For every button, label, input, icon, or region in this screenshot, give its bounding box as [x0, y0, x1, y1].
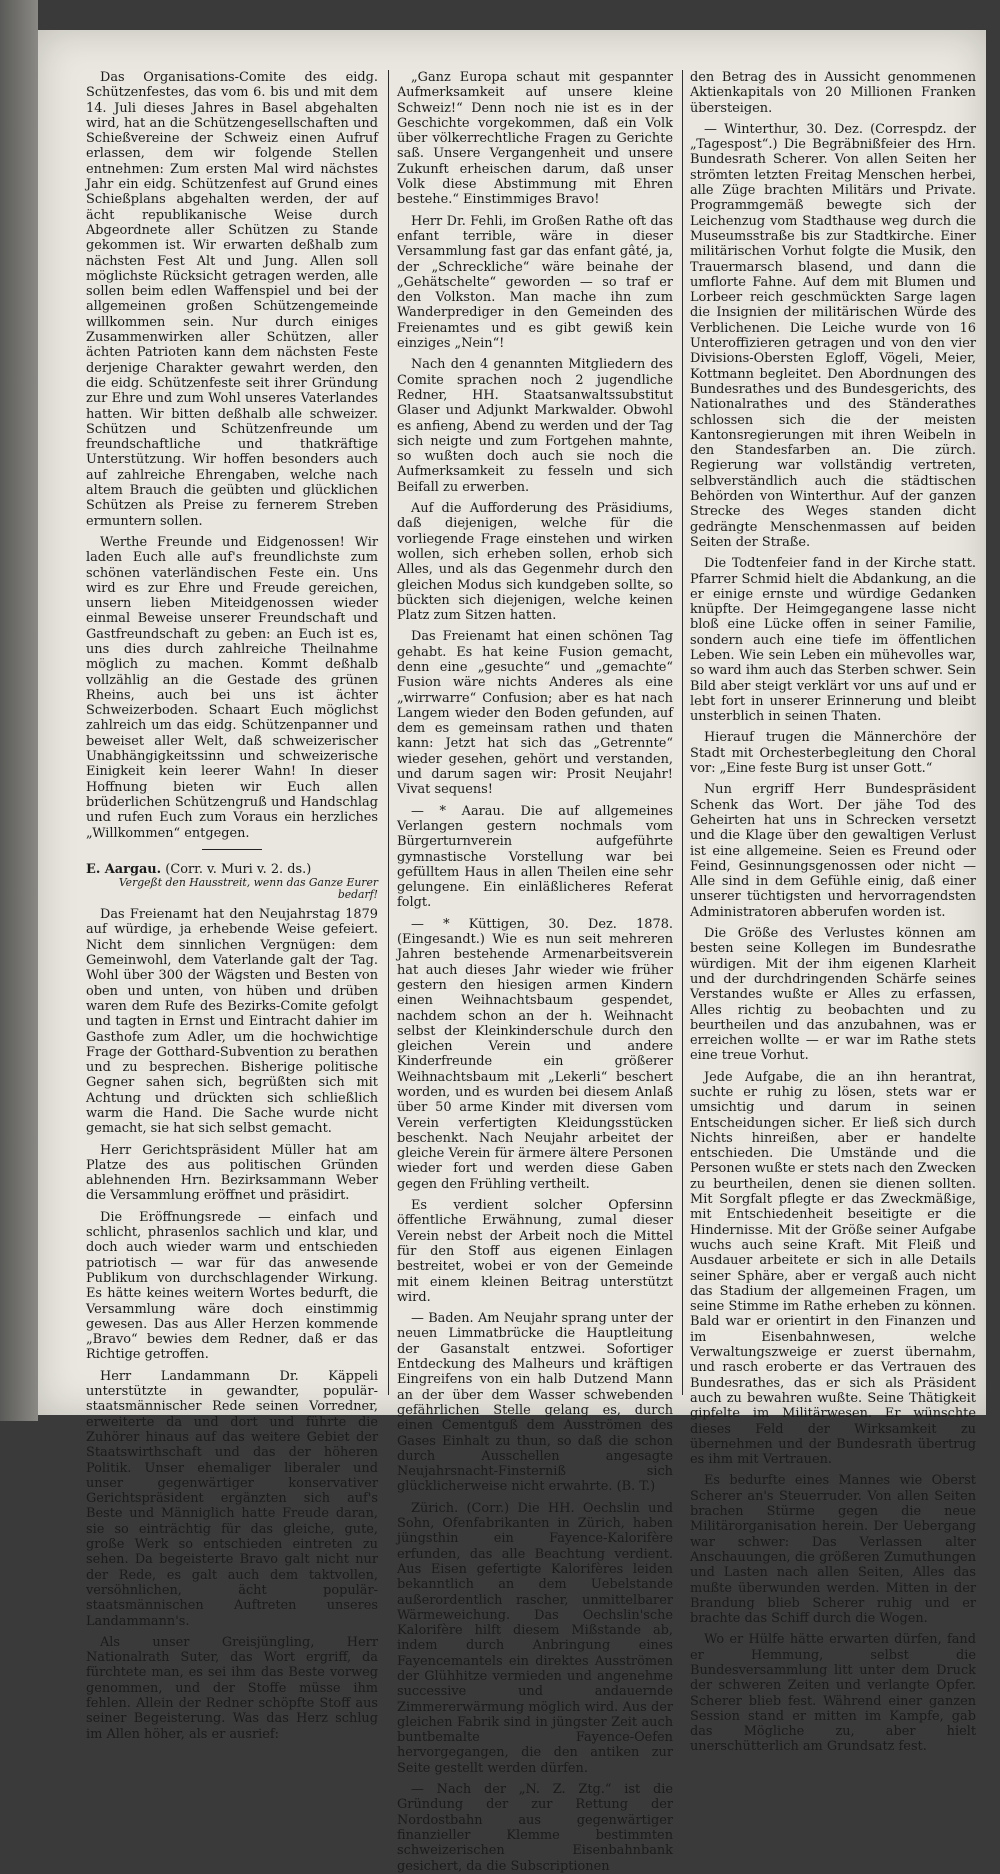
paragraph: Auf die Aufforderung des Präsidiums, daß diejenigen, welche für die vorliegende Frage einstehen und wirken wollen, sich erheben sollen, erhob sich Alles, und als das Gegenmehr durch den gleichen Modus sich kundgeben sollte, so bückten sich diejenigen, welche keinen Platz zum Sitzen hatten. [397, 501, 673, 624]
paragraph: Wo er Hülfe hätte erwarten dürfen, fand er Hemmung, selbst die Bundesversammlung litt unter dem Druck der schweren Zeiten und verlangte Opfer. Scherer blieb fest. Während einer ganzen Session stand er mitten im Kampfe, gab das Mögliche zu, aber hielt unerschütterlich am Grundsatz fest. [690, 1632, 976, 1755]
paragraph: Hierauf trugen die Männerchöre der Stadt mit Orchesterbegleitung den Choral vor: „Eine feste Burg ist unser Gott.“ [690, 730, 976, 777]
paragraph: Herr Gerichtspräsident Müller hat am Platze des aus politischen Gründen ablehnenden Hrn. Bezirksammann Weber die Versammlung eröffnet und präsidirt. [86, 1142, 378, 1204]
section-heading [86, 862, 378, 901]
paragraph: — Nach der „N. Z. Ztg.“ ist die Gründung der zur Rettung der Nordostbahn aus gegenwärtiger finanzieller Klemme bestimmten schweizerischen Eisenbahnbank gesichert, da die Subscriptionen [397, 1782, 673, 1874]
paragraph: Jede Aufgabe, die an ihn herantrat, suchte er ruhig zu lösen, stets war er umsichtig und darum in seinen Entscheidungen sicher. Er ließ sich durch Nichts hinreißen, aber er handelte entschieden. Die Umstände und die Personen wußte er stets nach den Zwecken zu beurtheilen, denen sie dienen sollten. Mit Sorgfalt pflegte er das Zweckmäßige, mit Entschiedenheit beseitigte er die Hindernisse. Mit der Größe seiner Aufgabe wuchs auch seine Kraft. Mit Fleiß und Ausdauer arbeitete er sich in alle Details seiner Sphäre, aber er vergaß auch nicht das Stadium der allgemeinen Fragen, um seine Stimme im Rathe erheben zu können. Bald war er orientirt in den Finanzen und im Eisenbahnwesen, welche Verwaltungszweige er zuerst übernahm, und rasch eroberte er das Vertrauen des Bundesrathes, das er sich als Präsident auch zu bewahren wußte. Seine Thätigkeit gipfelte im Militärwesen. Er wünschte dieses Feld der Wirksamkeit zu übernehmen und der Bundesrath übertrug es ihm mit Vertrauen. [690, 1069, 976, 1468]
canton-heading: E. Aargau. [86, 861, 162, 877]
newspaper-page [38, 30, 986, 1874]
paragraph: Es bedurfte eines Mannes wie Oberst Scherer an's Steuerruder. Von allen Seiten brachen Stürme gegen die neue Militärorganisation herein. Der Uebergang war schwer: Das Verlassen alter Anschauungen, die größeren Zumuthungen und Lasten nach allen Seiten, Alles das mußte überwunden werden. Mitten in der Brandung blieb Scherer ruhig und er brachte das Schiff durch die Wogen. [690, 1473, 976, 1627]
paragraph: den Betrag des in Aussicht genommenen Aktienkapitals von 20 Millionen Franken übersteigen. [690, 70, 976, 116]
paragraph: Werthe Freunde und Eidgenossen! Wir laden Euch alle auf's freundlichste zum schönen vaterländischen Feste ein. Uns wird es zur Ehre und Freude gereichen, unsern lieben Miteidgenossen wieder einmal Beweise unserer Freundschaft und Gastfreundschaft zu geben: an Euch ist es, uns dies durch zahlreiche Theilnahme möglich zu machen. Kommt deßhalb vollzählig an die Gestade des grünen Rheins, auch bei uns ist ächter Schweizerboden. Schaart Euch möglichst zahlreich um das eidg. Schützenpanner und beweiset aller Welt, daß schweizerischer Unabhängigkeitssinn und schweizerische Einigkeit kein leerer Wahn! In dieser Hoffnung bieten wir Euch allen brüderlichen Schützengruß und Handschlag und rufen Euch zum Voraus ein herzliches „Willkommen“ entgegen. [86, 534, 378, 841]
column-rule [682, 70, 683, 1395]
page-edge-shadow [0, 0, 38, 1421]
paragraph: Das Organisations-Comite des eidg. Schützenfestes, das vom 6. bis und mit dem 14. Juli dieses Jahres in Basel abgehalten wird, hat an die Schützengesellschaften und Schießvereine der Schweiz einen Aufruf erlassen, dem wir folgende Stellen entnehmen: Zum ersten Mal wird nächstes Jahr ein eidg. Schützenfest auf Grund eines Schießplans abgehalten werden, der auf ächt republikanische Weise durch Abgeordnete aller Schützen zu Stande gekommen ist. Wir erwarten deßhalb zum nächsten Fest Alt und Jung. Allen soll möglichste Rücksicht getragen werden, alle sollen beim edlen Waffenspiel und bei der allgemeinen großen Schützengemeinde willkommen sein. Nur durch einiges Zusammenwirken aller Schützen, aller ächten Patrioten kann dem nächsten Feste derjenige Charakter gewahrt werden, den die eidg. Schützenfeste seit ihrer Gründung zur Ehre und zum Wohl unseres Vaterlandes hatten. Wir bitten deßhalb alle schweizer. Schützen und Schützenfreunde um freundschaftliche und thatkräftige Unterstützung. Wir hoffen besonders auch auf zahlreiche Ehrengaben, welche nach altem Brauch die geübten und glücklichen Schützen als Preise zu fernerem Streben ermuntern sollen. [86, 70, 378, 529]
paragraph: Das Freienamt hat einen schönen Tag gehabt. Es hat keine Fusion gemacht, denn eine „gesuchte“ und „gemachte“ Fusion wäre nichts Anderes als eine „wirrwarre“ Confusion; aber es hat nach Langem wieder den Boden gefunden, auf dem es gemeinsam rathen und thaten kann: Jetzt hat sich das „Getrennte“ wieder gesehen, gehört und verstanden, und darum sagen wir: Prosit Neujahr! Vivat sequens! [397, 629, 673, 798]
section-divider [202, 849, 262, 850]
paragraph: — Baden. Am Neujahr sprang unter der neuen Limmatbrücke die Hauptleitung der Gasanstalt entzwei. Sofortiger Entdeckung des Malheurs und kräftigen Eingreifens von ein halb Dutzend Mann an der über dem Wasser schwebenden gefährlichen Stelle gelang es, durch einen Cementguß dem Ausströmen des Gases Einhalt zu thun, so daß die schon durch Ausschellen angesagte Neujahrsnacht-Finsterniß sich glücklicherweise nicht erwahrte. (B. T.) [397, 1311, 673, 1495]
column-1 [86, 70, 378, 1742]
paragraph: — * Aarau. Die auf allgemeines Verlangen gestern nochmals vom Bürgerturnverein aufgeführte gymnastische Vorstellung war bei gefülltem Haus in allen Theilen eine sehr gelungene. Ein einläßlicheres Referat folgt. [397, 803, 673, 911]
paragraph: Es verdient solcher Opfersinn öffentliche Erwähnung, zumal dieser Verein nebst der Arbeit noch die Mittel für den Stoff aus eigenen Einlagen bestreitet, wobei er von der Gemeinde mit einem kleinen Beitrag unterstützt wird. [397, 1198, 673, 1305]
paragraph: Herr Landammann Dr. Käppeli unterstützte in gewandter, populär-staatsmännischer Rede seinen Vorredner, erweiterte da und dort und führte die Zuhörer hinaus auf das weitere Gebiet der Staatswirthschaft und das der höheren Politik. Unser ehemaliger liberaler und unser gegenwärtiger konservativer Gerichtspräsident ergänzten sich auf's Beste und Männiglich hatte Freude daran, sie so einträchtig für das gleiche, gute, große Werk so entschieden eintreten zu sehen. Da begeisterte Bravo galt nicht nur der Rede, es galt auch dem taktvollen, versöhnlichen, ächt populär-staatsmännischen Auftreten unseres Landammann's. [86, 1368, 378, 1629]
column-2 [397, 70, 673, 1874]
paragraph: Die Todtenfeier fand in der Kirche statt. Pfarrer Schmid hielt die Abdankung, an die er einige ernste und würdige Gedanken knüpfte. Der Heimgegangene lasse nicht bloß eine Lücke offen in seiner Familie, sondern auch eine tiefe im öffentlichen Leben. Wie sein Leben ein mühevolles war, so ward ihm auch das Sterben schwer. Sein Bild aber steigt verklärt vor uns auf und er lebt fort in unserer Erinnerung und bleibt unsterblich in seinen Thaten. [690, 556, 976, 725]
correspondent-note: (Corr. v. Muri v. 2. ds.) [165, 861, 312, 877]
paragraph: „Ganz Europa schaut mit gespannter Aufmerksamkeit auf unsere kleine Schweiz!“ Denn noch nie ist es in der Geschichte vorgekommen, daß ein Volk über völkerrechtliche Fragen zu Gerichte saß. Unsere Vergangenheit und unsere Zukunft erheischen darum, daß unser Volk diese Abstimmung mit Ehren bestehe.“ Einstimmiges Bravo! [397, 70, 673, 208]
paragraph: — * Küttigen, 30. Dez. 1878. (Eingesandt.) Wie es nun seit mehreren Jahren bestehende Armenarbeitsverein hat auch dieses Jahr wieder wie früher gestern den hiesigen armen Kindern einen Weihnachtsbaum gespendet, nachdem schon an der h. Weihnacht selbst der Kleinkinderschule durch den gleichen Verein und andere Kinderfreunde ein größerer Weihnachtsbaum mit „Lekerli“ beschert worden, und es wurden bei diesem Anlaß über 50 arme Kinder mit diversen vom Verein verfertigten Kleidungsstücken beschenkt. Nach Neujahr arbeitet der gleiche Verein für ärmere ältere Personen wieder fort und werden diese Gaben gegen den Frühling vertheilt. [397, 916, 673, 1192]
paragraph: Zürich. (Corr.) Die HH. Oechslin und Sohn, Ofenfabrikanten in Zürich, haben jüngsthin ein Fayence-Kalorifère erfunden, das alle Beachtung verdient. Aus Eisen gefertigte Kalorifères leiden bekanntlich an dem Uebelstande außerordentlich rascher, unmittelbarer Wärmeweichung. Das Oechslin'sche Kalorifère hilft diesem Mißstande ab, indem durch Anbringung eines Fayencemantels ein direktes Ausströmen der Glühhitze vermieden und angenehme successive und andauernde Zimmererwärmung möglich wird. Aus der gleichen Fabrik sind in jüngster Zeit auch buntbemalte Fayence-Oefen hervorgegangen, die den antiken zur Seite gestellt werden dürfen. [397, 1500, 673, 1776]
column-3 [690, 70, 976, 1755]
paragraph: Nun ergriff Herr Bundespräsident Schenk das Wort. Der jähe Tod des Geheirten hat uns in Schrecken versetzt und die Klage über den gewaltigen Verlust ist eine allgemeine. Seien es Freund oder Feind, Gesinnungsgenossen oder nicht — Alle sind in dem Gefühle einig, daß einer unserer tüchtigsten und hervorragendsten Administratoren abberufen worden ist. [690, 782, 976, 920]
paragraph: — Winterthur, 30. Dez. (Correspdz. der „Tagespost“.) Die Begräbnißfeier des Hrn. Bundesrath Scherer. Von allen Seiten her strömten letzten Freitag Menschen herbei, alle Züge brachten Militärs und Private. Programmgemäß bewegte sich der Leichenzug vom Stadthause weg durch die Museumsstraße bis zur Stadtkirche. Einer militärischen Vorhut folgte die Musik, den Trauermarsch blasend, und dann die umflorte Fahne. Auf dem mit Blumen und Lorbeer reich geschmückten Sarge lagen die Insignien der militärischen Würde des Verblichenen. Die Leiche wurde von 16 Unteroffizieren getragen und von den vier Divisions-Obersten Egloff, Vögeli, Meier, Kottmann begleitet. Den Abordnungen des Bundesrathes und des Bundesgerichts, des Nationalrathes und des Ständerathes schlossen sich die der meisten Kantonsregierungen mit ihren Weibeln in den Standesfarben an. Die zürch. Regierung war vollständig vertreten, selbverständlich auch die städtischen Behörden von Winterthur. Auf der ganzen Strecke des Weges standen dicht gedrängte Menschenmassen auf beiden Seiten der Straße. [690, 121, 976, 550]
paragraph: Als unser Greisjüngling, Herr Nationalrath Suter, das Wort ergriff, da fürchtete man, es sei ihm das Beste vorweg genommen, und der Stoffe müsse ihm fehlen. Allein der Redner schöpfte Stoff aus seiner Begeisterung. Was das Herz schlug im Allen höher, als er ausrief: [86, 1634, 378, 1742]
paragraph: Die Eröffnungsrede — einfach und schlicht, phrasenlos sachlich und klar, und doch auch wieder warm und entschieden patriotisch — war für das anwesende Publikum von durchschlagender Wirkung. Es hätte keines weitern Wortes bedurft, die Versammlung wäre doch einstimmig gewesen. Das aus Aller Herzen kommende „Bravo“ bewies dem Redner, daß er das Richtige getroffen. [86, 1209, 378, 1363]
paragraph: Das Freienamt hat den Neujahrstag 1879 auf würdige, ja erhebende Weise gefeiert. Nicht dem sinnlichen Vergnügen: dem Gemeinwohl, dem Vaterlande galt der Tag. Wohl über 300 der Wägsten und Besten von oben und unten, von hüben und drüben waren dem Rufe des Bezirks-Comite gefolgt und tagten in Ernst und Eintracht dahier im Gasthofe zum Adler, um die hochwichtige Frage der Gotthard-Subvention zu berathen und zu besprechen. Bisherige politische Gegner sahen sich, begrüßten sich mit Achtung und drückten sich schließlich warm die Hand. Die Sache wurde nicht gemacht, sie hat sich selbst gemacht. [86, 907, 378, 1137]
paragraph: Herr Dr. Fehli, im Großen Rathe oft das enfant terrible, wäre in dieser Versammlung fast gar das enfant gâté, ja, der „Schreckliche“ wäre beinahe der „Gehätschelte“ geworden — so traf er den Volkston. Man mache ihn zum Wanderprediger in den Gemeinden des Freienamtes und es gibt gewiß kein einziges „Nein“! [397, 213, 673, 352]
column-rule [388, 70, 389, 1395]
motto: Vergeßt den Hausstreit, wenn das Ganze Eurer bedarf! [118, 876, 378, 902]
paragraph: Die Größe des Verlustes können am besten seine Kollegen im Bundesrathe würdigen. Mit der ihm eigenen Klarheit und der durchdringenden Schärfe seines Verstandes wußte er Alles zu erfassen, Alles richtig zu beobachten und zu beurtheilen und das anzubahnen, was er erreichen wollte — er war im Rathe stets eine treue Vorhut. [690, 926, 976, 1064]
paragraph: Nach den 4 genannten Mitgliedern des Comite sprachen noch 2 jugendliche Redner, HH. Staatsanwaltssubstitut Glaser und Adjunkt Markwalder. Obwohl es anfieng, Abend zu werden und der Tag sich neigte und zum Fortgehen mahnte, so wußten doch auch sie noch die Aufmerksamkeit zu fesseln und sich Beifall zu erwerben. [397, 357, 673, 495]
